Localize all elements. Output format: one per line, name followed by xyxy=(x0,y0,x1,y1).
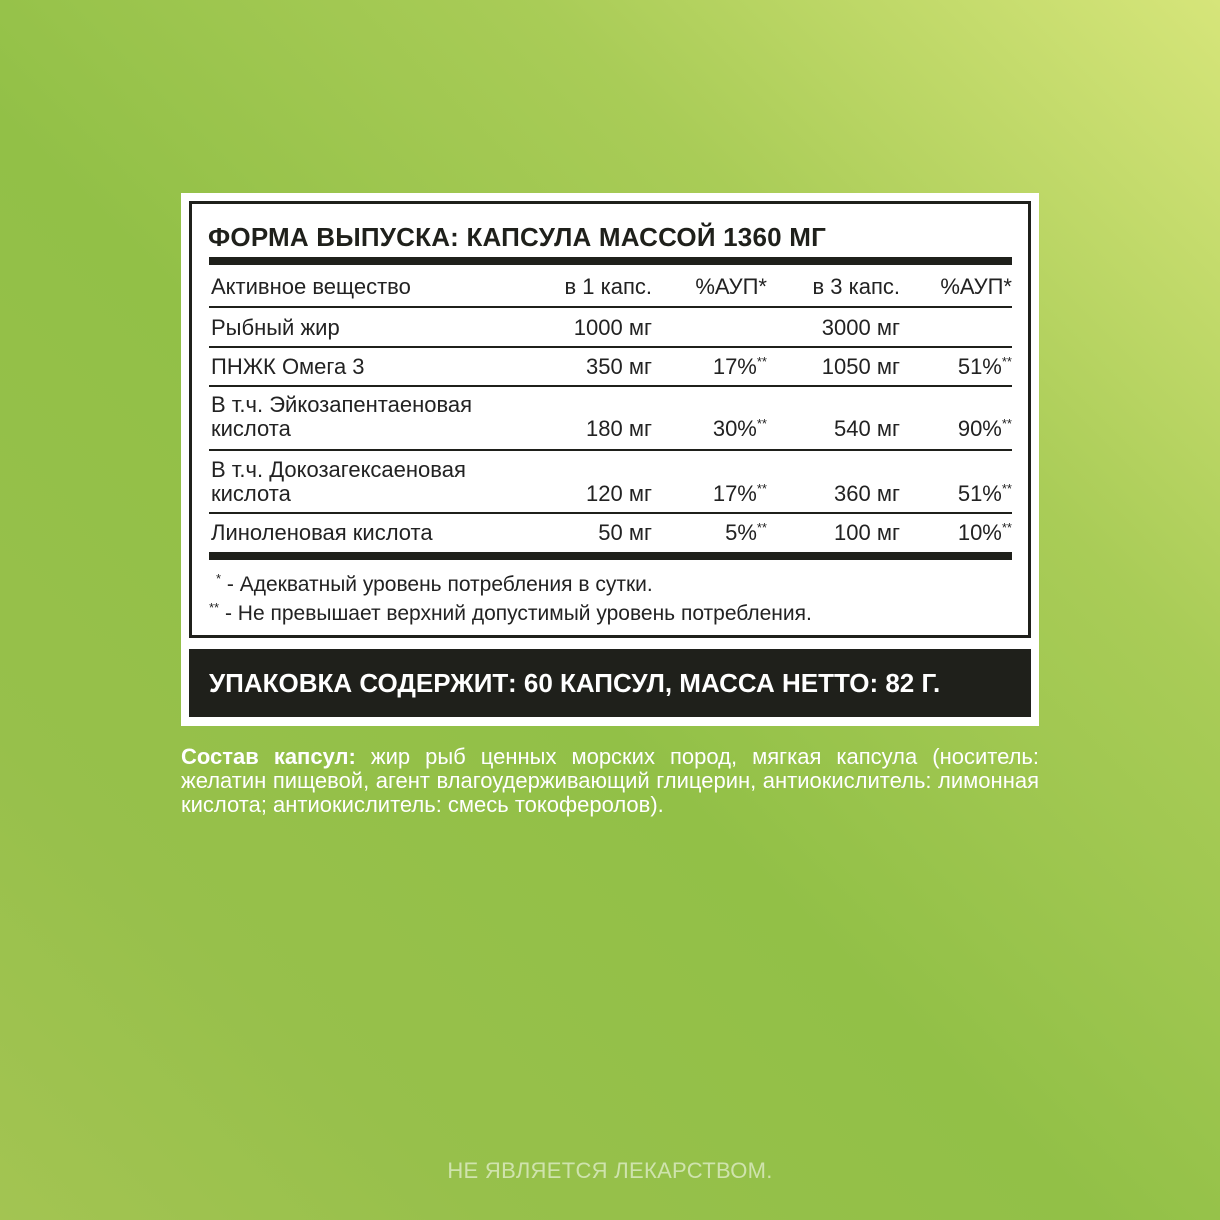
capsule-composition xyxy=(181,745,1039,817)
header-per-3: в 3 капс. xyxy=(812,274,900,299)
not-a-medicine-note: НЕ ЯВЛЯЕТСЯ ЛЕКАРСТВОМ. xyxy=(447,1158,773,1183)
divider-thick-bottom xyxy=(209,552,1012,560)
divider xyxy=(209,306,1012,308)
row-name: Рыбный жир xyxy=(211,315,340,340)
footnote-double-star: ** - Не превышает верхний допустимый уровень потребления. xyxy=(209,600,812,625)
package-contents-bar: УПАКОВКА СОДЕРЖИТ: 60 КАПСУЛ, МАССА НЕТТО: 82 Г. xyxy=(189,649,1031,717)
composition-text: жир рыб ценных морских пород, мягкая капсула (носитель: желатин пищевой, агент влагоудерживающий глицерин, антиокислитель: лимонная кислота; антиокислитель: смесь токоферолов). xyxy=(181,744,1040,817)
row-pct-3: 90%** xyxy=(957,416,1012,441)
release-form-title: ФОРМА ВЫПУСКА: КАПСУЛА МАССОЙ 1360 МГ xyxy=(208,222,827,252)
nutrition-card xyxy=(181,193,1039,726)
row-per-1: 180 мг xyxy=(586,416,652,441)
row-per-1: 120 мг xyxy=(586,481,652,506)
header-pct-1: %АУП* xyxy=(695,274,767,299)
row-pct-3: 51%** xyxy=(957,481,1012,506)
composition-label: Состав капсул: xyxy=(181,744,356,769)
row-pct-1: 17%** xyxy=(712,354,767,379)
row-per-3: 1050 мг xyxy=(821,354,900,379)
row-per-3: 540 мг xyxy=(834,416,900,441)
row-per-3: 360 мг xyxy=(834,481,900,506)
nutrition-panel xyxy=(189,201,1031,638)
row-per-3: 3000 мг xyxy=(821,315,900,340)
row-per-1: 50 мг xyxy=(598,520,652,545)
row-pct-1: 30%** xyxy=(712,416,767,441)
row-pct-1: 17%** xyxy=(712,481,767,506)
divider xyxy=(209,385,1012,387)
footnote-single-star: * - Адекватный уровень потребления в сутки. xyxy=(216,571,653,596)
row-per-1: 350 мг xyxy=(586,354,652,379)
row-per-1: 1000 мг xyxy=(573,315,652,340)
divider xyxy=(209,512,1012,514)
row-name: Линоленовая кислота xyxy=(211,520,433,545)
divider-thick-top xyxy=(209,257,1012,265)
row-name: В т.ч. Эйкозапентаеновая кислота xyxy=(211,392,473,441)
header-pct-3: %АУП* xyxy=(940,274,1012,299)
divider xyxy=(209,449,1012,451)
row-per-3: 100 мг xyxy=(834,520,900,545)
divider xyxy=(209,346,1012,348)
header-per-1: в 1 капс. xyxy=(564,274,652,299)
row-name: ПНЖК Омега 3 xyxy=(211,354,365,379)
row-name: В т.ч. Докозагексаеновая кислота xyxy=(211,457,466,506)
header-substance: Активное вещество xyxy=(211,274,411,299)
row-pct-3: 10%** xyxy=(957,520,1012,545)
row-pct-3: 51%** xyxy=(957,354,1012,379)
row-pct-1: 5%** xyxy=(725,520,767,545)
